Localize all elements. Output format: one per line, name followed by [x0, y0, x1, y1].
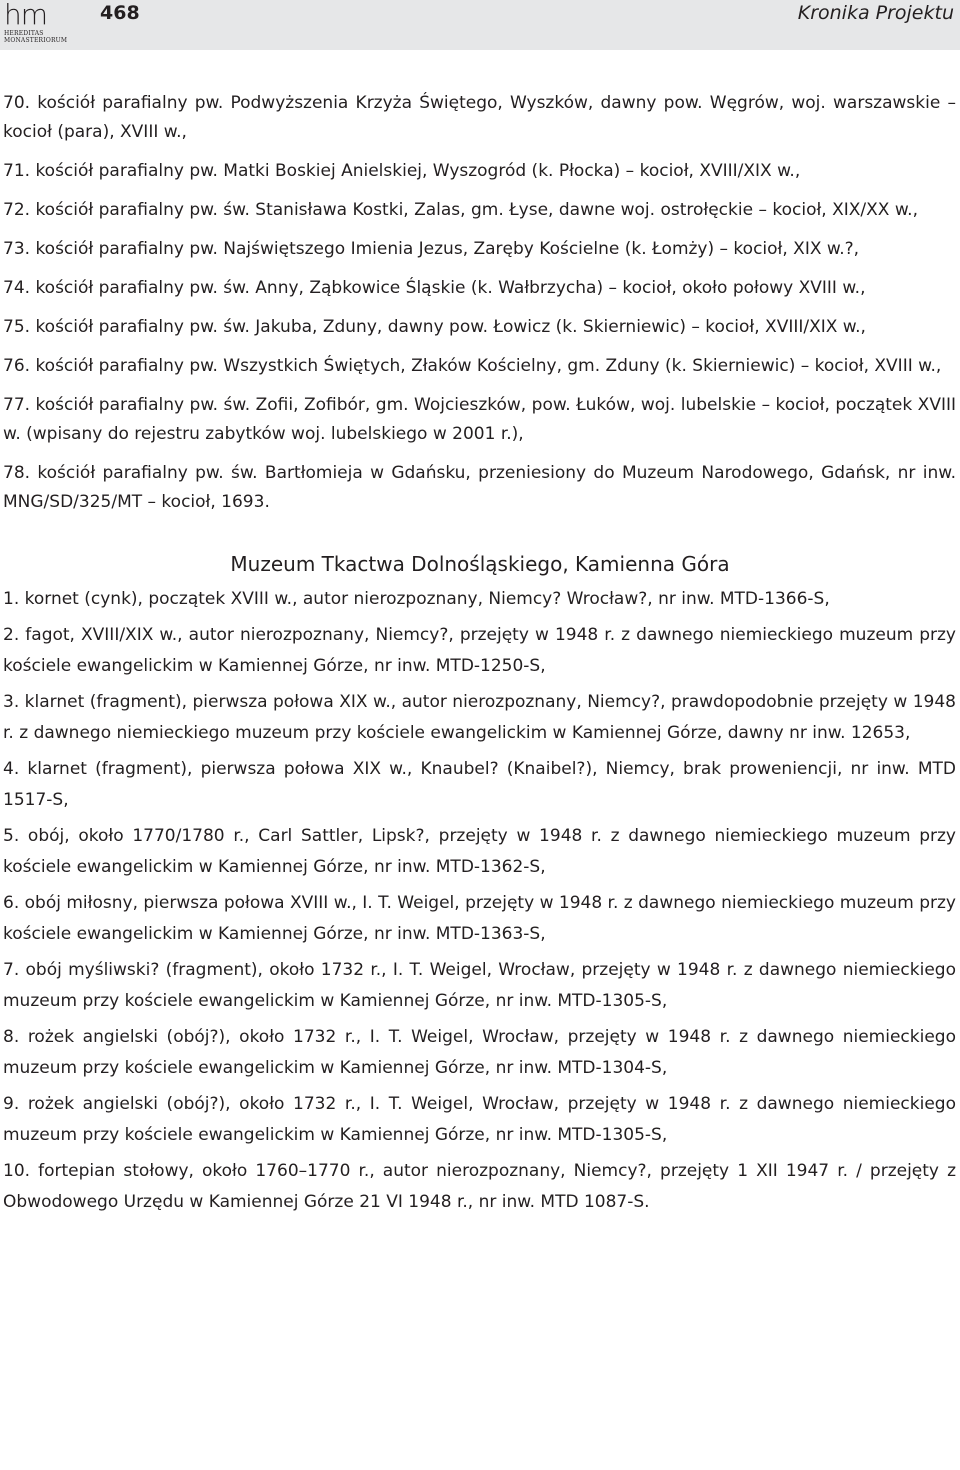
catalog-list — [0, 89, 960, 1218]
list-item: 7. obój myśliwski? (fragment), około 1732 r., I. T. Weigel, Wrocław, przejęty w 1948 r. z dawnego niemieckiego muzeum przy kościele ewangelickim w Kamiennej Górze, nr inw. MTD-1305-S, — [3, 960, 956, 1011]
list-item: 3. klarnet (fragment), pierwsza połowa XIX w., autor nierozpoznany, Niemcy?, prawdopodobnie przejęty w 1948 r. z dawnego niemieckiego muzeum przy kościele ewangelickim w Kamiennej Górze, dawny nr inw. 12653, — [3, 692, 956, 743]
logo-subtitle — [4, 30, 66, 44]
list-item: 1. kornet (cynk), początek XVIII w., autor nierozpoznany, Niemcy? Wrocław?, nr inw. MTD-1366-S, — [3, 589, 830, 609]
list-item: 70. kościół parafialny pw. Podwyższenia Krzyża Świętego, Wyszków, dawny pow. Węgrów, woj. warszawskie – kocioł (para), XVIII w., — [3, 93, 956, 142]
list-item: 76. kościół parafialny pw. Wszystkich Świętych, Złaków Kościelny, gm. Zduny (k. Skierniewic) – kocioł, XVIII w., — [3, 356, 942, 376]
list-item: 74. kościół parafialny pw. św. Anny, Ząbkowice Śląskie (k. Wałbrzycha) – kocioł, około połowy XVIII w., — [3, 278, 866, 298]
list-item: 8. rożek angielski (obój?), około 1732 r., I. T. Weigel, Wrocław, przejęty w 1948 r. z dawnego niemieckiego muzeum przy kościele ewangelickim w Kamiennej Górze, nr inw. MTD-1304-S, — [3, 1027, 956, 1078]
list-item: 2. fagot, XVIII/XIX w., autor nierozpoznany, Niemcy?, przejęty w 1948 r. z dawnego niemieckiego muzeum przy kościele ewangelickim w Kamiennej Górze, nr inw. MTD-1250-S, — [3, 625, 956, 676]
list-item: 78. kościół parafialny pw. św. Bartłomieja w Gdańsku, przeniesiony do Muzeum Narodowego, Gdańsk, nr inw. MNG/SD/325/MT – kocioł, 1693. — [3, 463, 956, 512]
publisher-logo — [4, 1, 66, 47]
list-item: 71. kościół parafialny pw. Matki Boskiej Anielskiej, Wyszogród (k. Płocka) – kocioł, XVIII/XIX w., — [3, 161, 801, 181]
museum-list — [0, 584, 960, 1218]
page-header — [0, 0, 960, 50]
list-item: 73. kościół parafialny pw. Najświętszego Imienia Jezus, Zaręby Kościelne (k. Łomży) – kocioł, XIX w.?, — [3, 239, 860, 259]
list-item: 9. rożek angielski (obój?), około 1732 r., I. T. Weigel, Wrocław, przejęty w 1948 r. z dawnego niemieckiego muzeum przy kościele ewangelickim w Kamiennej Górze, nr inw. MTD-1305-S, — [3, 1094, 956, 1145]
list-item: 77. kościół parafialny pw. św. Zofii, Zofibór, gm. Wojcieszków, pow. Łuków, woj. lubelskie – kocioł, początek XVIII w. (wpisany do rejestru zabytków woj. lubelskiego w 2001 r.), — [3, 395, 956, 444]
running-title: Kronika Projektu — [797, 2, 954, 24]
section-title: Muzeum Tkactwa Dolnośląskiego, Kamienna Góra — [230, 552, 730, 576]
list-item: 4. klarnet (fragment), pierwsza połowa XIX w., Knaubel? (Knaibel?), Niemcy, brak proweniencji, nr inw. MTD 1517-S, — [3, 759, 956, 810]
list-item: 6. obój miłosny, pierwsza połowa XVIII w., I. T. Weigel, przejęty w 1948 r. z dawnego niemieckiego muzeum przy kościele ewangelickim w Kamiennej Górze, nr inw. MTD-1363-S, — [3, 893, 956, 944]
list-item: 10. fortepian stołowy, około 1760–1770 r., autor nierozpoznany, Niemcy?, przejęty 1 XII 1947 r. / przejęty z Obwodowego Urzędu w Kamiennej Górze 21 VI 1948 r., nr inw. MTD 1087-S. — [3, 1161, 956, 1212]
logo-subtitle-line2: MONASTERIORUM — [4, 37, 68, 44]
list-item: 5. obój, około 1770/1780 r., Carl Sattler, Lipsk?, przejęty w 1948 r. z dawnego niemieckiego muzeum przy kościele ewangelickim w Kamiennej Górze, nr inw. MTD-1362-S, — [3, 826, 956, 877]
logo-subtitle-line1: HEREDITAS — [4, 30, 44, 37]
list-item: 75. kościół parafialny pw. św. Jakuba, Zduny, dawny pow. Łowicz (k. Skierniewic) – kocioł, XVIII/XIX w., — [3, 317, 866, 337]
logo-mark: hm — [4, 0, 48, 31]
list-item: 72. kościół parafialny pw. św. Stanisława Kostki, Zalas, gm. Łyse, dawne woj. ostrołęckie – kocioł, XIX/XX w., — [3, 200, 918, 220]
page-number: 468 — [100, 2, 140, 24]
